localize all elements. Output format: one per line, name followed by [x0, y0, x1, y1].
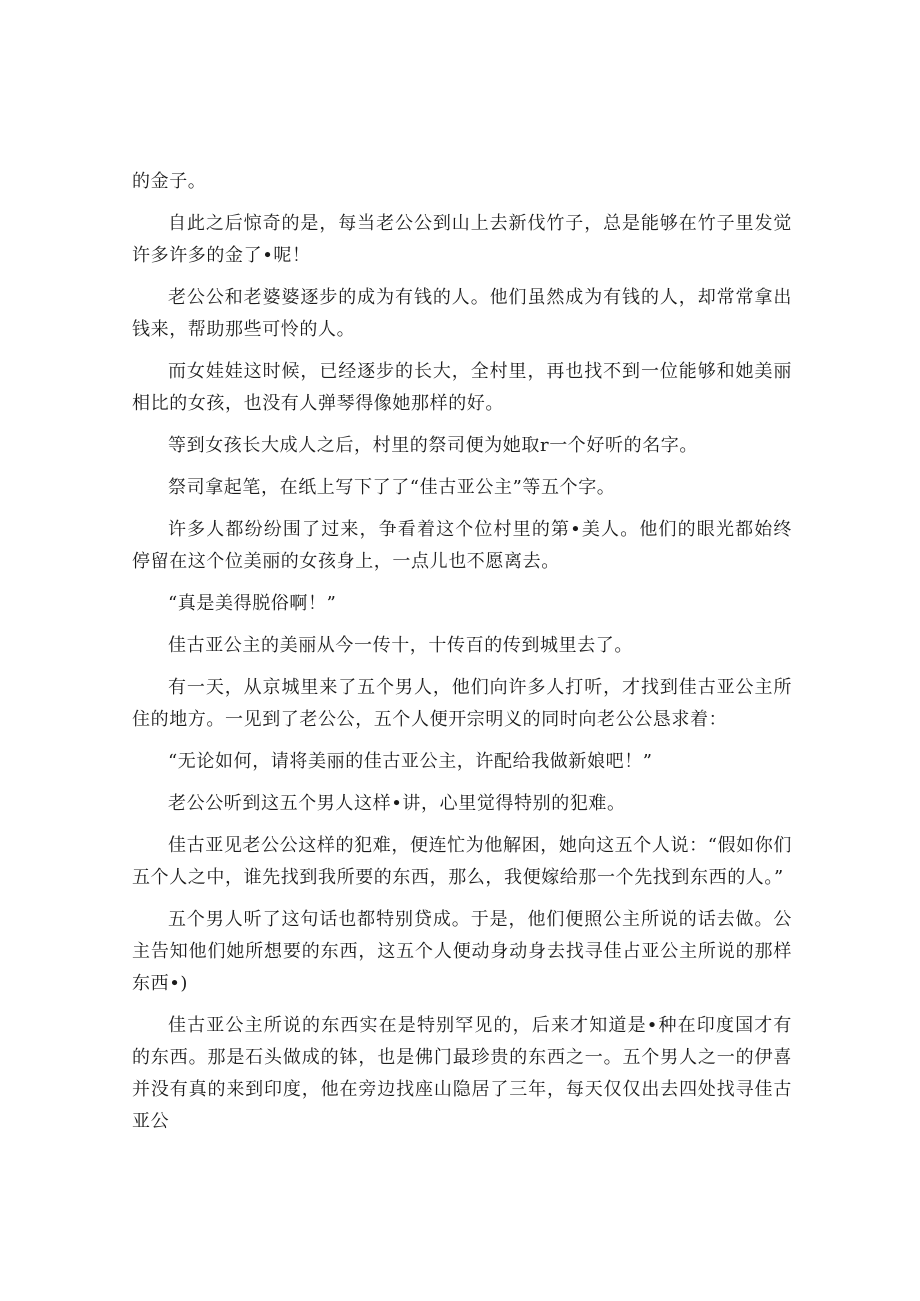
document-body [132, 166, 792, 1148]
paragraph: 许多人都纷纷围了过来，争看着这个位村里的第•美人。他们的眼光都始终停留在这个位美丽的女孩身上，一点儿也不愿离去。 [132, 519, 792, 572]
paragraph: 等到女孩长大成人之后，村里的祭司便为她取r一个好听的名字。 [168, 435, 699, 456]
paragraph: 佳古亚公主所说的东西实在是特别罕见的，后来才知道是•种在印度国才有的东西。那是石头做成的钵，也是佛门最珍贵的东西之一。五个男人之一的伊喜并没有真的来到印度，他在旁边找座山隐居了三年，每天仅仅出去四处找寻佳古亚公 [132, 1015, 792, 1132]
paragraph: 佳古亚公主的美丽从今一传十，十传百的传到城里去了。 [168, 635, 633, 656]
paragraph: “真是美得脱俗啊！” [168, 593, 337, 614]
paragraph: “无论如何，请将美丽的佳古亚公主，许配给我做新娘吧！” [168, 751, 653, 772]
paragraph: 老公公和老婆婆逐步的成为有钱的人。他们虽然成为有钱的人，却常常拿出钱来，帮助那些可怜的人。 [132, 287, 792, 340]
paragraph: 祭司拿起笔，在纸上写下了了“佳古亚公主”等五个字。 [168, 477, 616, 498]
paragraph: 自此之后惊奇的是，每当老公公到山上去新伐竹子，总是能够在竹子里发觉许多许多的金了•呢！ [132, 213, 792, 266]
paragraph: 五个男人听了这句话也都特别贷成。于是，他们便照公主所说的话去做。公主告知他们她所想要的东西，这五个人便动身动身去找寻佳占亚公主所说的那样东西•) [132, 909, 792, 994]
paragraph: 佳古亚见老公公这样的犯难，便连忙为他解困，她向这五个人说：“假如你们五个人之中，谁先找到我所要的东西，那么，我便嫁给那一个先找到东西的人。” [132, 835, 792, 888]
paragraph: 而女娃娃这时候，已经逐步的长大，全村里，再也找不到一位能够和她美丽相比的女孩，也没有人弹琴得像她那样的好。 [132, 361, 792, 414]
paragraph: 有一天，从京城里来了五个男人，他们向许多人打听，才找到佳古亚公主所住的地方。一见到了老公公，五个人便开宗明义的同时向老公公恳求着： [132, 677, 792, 730]
paragraph: 老公公听到这五个男人这样•讲，心里觉得特别的犯难。 [168, 793, 626, 814]
paragraph: 的金子。 [132, 171, 207, 192]
